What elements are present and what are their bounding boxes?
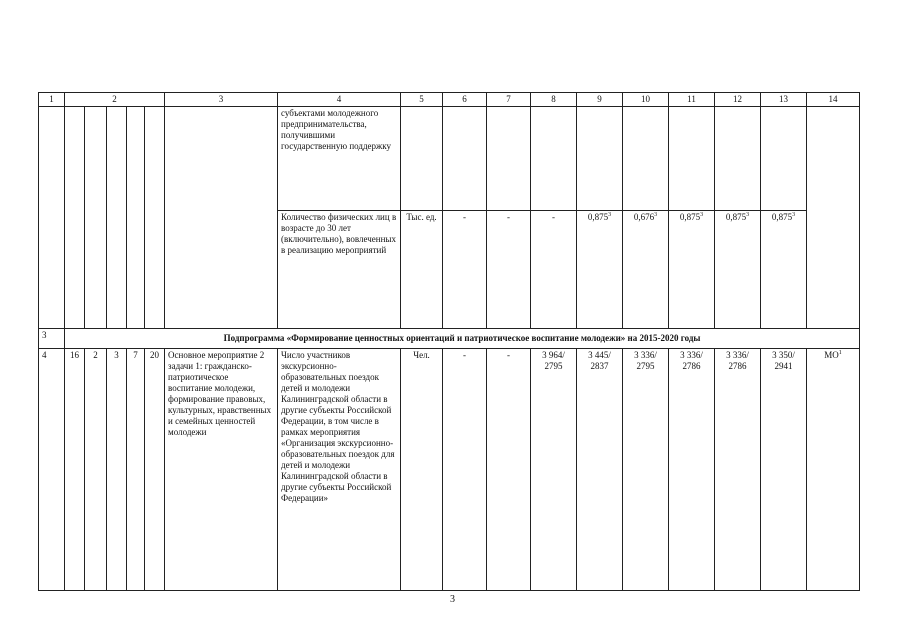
header-col-13: 13 bbox=[761, 93, 807, 107]
value-cell: 3 336/ 2786 bbox=[669, 349, 715, 591]
row-number: 4 bbox=[39, 349, 65, 591]
header-col-5: 5 bbox=[401, 93, 443, 107]
indicator-text: Число участников экскурсионно-образовательных поездок детей и молодежи Калининградской области в другие субъекты Российской Федерации, в том числе в рамках мероприятия «Организация экскурсионно-образовательных поездок для детей и молодежи Калининградской области в другие субъекты Российской Федерации» bbox=[278, 349, 401, 591]
value-cell: 3 336/ 2795 bbox=[623, 349, 669, 591]
table-row bbox=[39, 349, 860, 591]
value-cell: 3 445/ 2837 bbox=[577, 349, 623, 591]
code-cell: 2 bbox=[85, 349, 107, 591]
code-cell: 7 bbox=[127, 349, 145, 591]
value-cell: - bbox=[487, 349, 531, 591]
value-cell: - bbox=[443, 211, 487, 329]
value-cell: 0,875$^3$ bbox=[577, 211, 623, 329]
value-cell: 0,875$^3$ bbox=[669, 211, 715, 329]
page-number: 3 bbox=[450, 594, 455, 605]
value-cell: - bbox=[531, 211, 577, 329]
code-cell: 20 bbox=[145, 349, 165, 591]
value-cell: - bbox=[443, 349, 487, 591]
header-col-11: 11 bbox=[669, 93, 715, 107]
header-col-3: 3 bbox=[165, 93, 278, 107]
indicator-text: субъектами молодежного предпринимательства, получившими государственную поддержку bbox=[278, 107, 401, 211]
header-row bbox=[39, 93, 860, 107]
header-col-8: 8 bbox=[531, 93, 577, 107]
header-col-9: 9 bbox=[577, 93, 623, 107]
header-col-1: 1 bbox=[39, 93, 65, 107]
unit-cell: Тыс. ед. bbox=[401, 211, 443, 329]
indicator-text: Количество физических лиц в возрасте до 30 лет (включительно), вовлеченных в реализацию мероприятий bbox=[278, 211, 401, 329]
header-col-2: 2 bbox=[65, 93, 165, 107]
value-cell: 3 336/ 2786 bbox=[715, 349, 761, 591]
value-cell: 0,875$^3$ bbox=[715, 211, 761, 329]
header-col-6: 6 bbox=[443, 93, 487, 107]
header-col-4: 4 bbox=[278, 93, 401, 107]
activity-text: Основное мероприятие 2 задачи 1: гражданско-патриотическое воспитание молодежи, формирование правовых, культурных, нравственных и семейных ценностей молодежи bbox=[165, 349, 278, 591]
value-cell: 0,875$^3$ bbox=[761, 211, 807, 329]
value-cell: 3 350/ 2941 bbox=[761, 349, 807, 591]
code-cell: 16 bbox=[65, 349, 85, 591]
value-cell: 0,676$^3$ bbox=[623, 211, 669, 329]
row-number: 3 bbox=[39, 329, 65, 349]
responsible-cell: $МО^1$ bbox=[807, 349, 860, 591]
header-col-7: 7 bbox=[487, 93, 531, 107]
value-cell: 3 964/ 2795 bbox=[531, 349, 577, 591]
subprogram-row bbox=[39, 329, 860, 349]
header-col-14: 14 bbox=[807, 93, 860, 107]
code-cell: 3 bbox=[107, 349, 127, 591]
header-col-12: 12 bbox=[715, 93, 761, 107]
value-cell: - bbox=[487, 211, 531, 329]
table-row bbox=[39, 107, 860, 211]
subprogram-title: Подпрограмма «Формирование ценностных ориентаций и патриотическое воспитание молодежи» на 2015-2020 годы bbox=[65, 329, 860, 349]
unit-cell: Чел. bbox=[401, 349, 443, 591]
header-col-10: 10 bbox=[623, 93, 669, 107]
program-table bbox=[38, 92, 860, 591]
